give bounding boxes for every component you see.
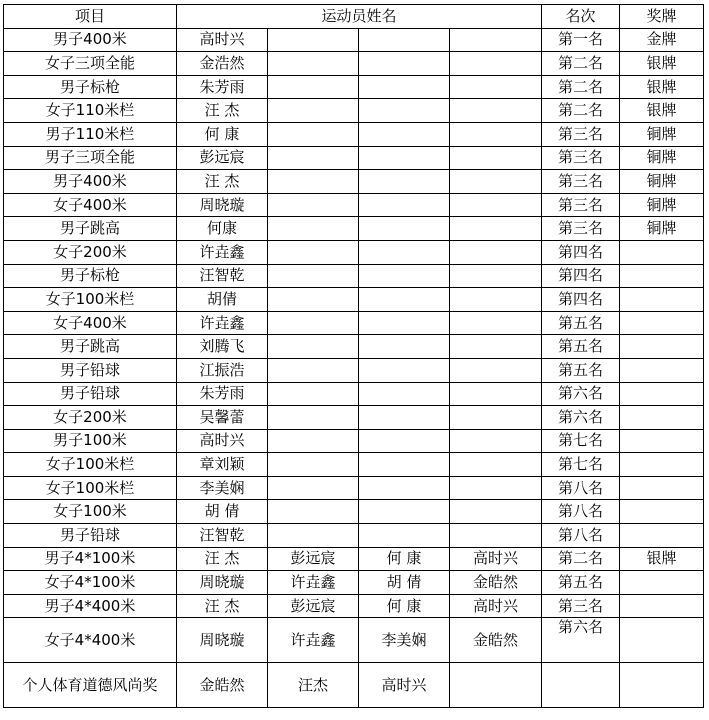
cell-a4 [450,288,542,312]
cell-a3 [359,382,450,406]
cell-a4 [450,122,542,146]
cell-event: 男子三项全能 [4,146,177,170]
cell-medal [620,264,704,288]
cell-rank: 第五名 [542,358,620,382]
cell-a3 [359,28,450,52]
cell-a1: 金皓然 [177,663,268,708]
cell-a4 [450,52,542,76]
cell-a1: 周晓璇 [177,193,268,217]
cell-a4 [450,99,542,123]
cell-a3: 何 康 [359,594,450,618]
cell-a4 [450,453,542,477]
cell-a2 [268,217,359,241]
cell-a1: 江振浩 [177,358,268,382]
cell-medal: 银牌 [620,75,704,99]
cell-a4 [450,358,542,382]
cell-medal [620,500,704,524]
cell-a3 [359,240,450,264]
table-row [4,28,704,52]
cell-a2: 许垚鑫 [268,571,359,595]
cell-event: 男子400米 [4,170,177,194]
cell-event: 女子200米 [4,240,177,264]
header-athletes: 运动员姓名 [177,5,542,29]
cell-a1: 刘腾飞 [177,335,268,359]
cell-a1: 朱芳雨 [177,75,268,99]
table-row [4,264,704,288]
table-row [4,571,704,595]
cell-a2 [268,476,359,500]
cell-rank: 第三名 [542,146,620,170]
cell-medal: 银牌 [620,99,704,123]
cell-a3 [359,524,450,548]
cell-medal [620,524,704,548]
cell-medal [620,240,704,264]
table-row [4,406,704,430]
cell-a4 [450,406,542,430]
cell-a2: 彭远宸 [268,547,359,571]
cell-event: 男子跳高 [4,217,177,241]
cell-rank: 第七名 [542,453,620,477]
cell-a4: 高时兴 [450,594,542,618]
table-row [4,500,704,524]
cell-rank: 第六名 [542,406,620,430]
cell-event: 女子110米栏 [4,99,177,123]
cell-rank: 第七名 [542,429,620,453]
cell-a1: 朱芳雨 [177,382,268,406]
cell-a3 [359,406,450,430]
cell-event: 女子100米栏 [4,288,177,312]
cell-a2 [268,500,359,524]
cell-a2 [268,382,359,406]
cell-a1: 高时兴 [177,429,268,453]
cell-event: 女子4*100米 [4,571,177,595]
cell-event: 男子铅球 [4,524,177,548]
cell-a3 [359,500,450,524]
cell-a2 [268,311,359,335]
cell-a4 [450,524,542,548]
cell-a3 [359,453,450,477]
cell-a3 [359,146,450,170]
table-row [4,594,704,618]
cell-event: 女子4*400米 [4,618,177,663]
cell-a4 [450,476,542,500]
cell-rank: 第六名 [542,618,620,663]
cell-a3: 胡 倩 [359,571,450,595]
cell-a3: 李美娴 [359,618,450,663]
cell-medal [620,288,704,312]
cell-rank: 第三名 [542,193,620,217]
cell-a3: 高时兴 [359,663,450,708]
cell-medal [620,663,704,708]
cell-medal [620,571,704,595]
cell-rank: 第一名 [542,28,620,52]
cell-rank: 第六名 [542,382,620,406]
cell-medal: 铜牌 [620,193,704,217]
cell-a2 [268,146,359,170]
cell-a4 [450,217,542,241]
cell-a4 [450,429,542,453]
cell-a2 [268,99,359,123]
cell-a1: 汪 杰 [177,99,268,123]
cell-a3 [359,122,450,146]
cell-a3 [359,311,450,335]
cell-event: 男子4*400米 [4,594,177,618]
cell-a4 [450,193,542,217]
cell-event: 男子4*100米 [4,547,177,571]
cell-event: 女子100米栏 [4,476,177,500]
cell-rank: 第三名 [542,217,620,241]
table-row [4,476,704,500]
cell-a2 [268,524,359,548]
table-row [4,217,704,241]
cell-medal [620,382,704,406]
cell-a3 [359,75,450,99]
cell-medal [620,358,704,382]
table-row [4,311,704,335]
cell-event: 女子200米 [4,406,177,430]
cell-a4 [450,335,542,359]
results-table [3,4,704,708]
cell-event: 个人体育道德风尚奖 [4,663,177,708]
cell-a2 [268,52,359,76]
table-row [4,240,704,264]
cell-medal [620,594,704,618]
cell-a1: 章刘颖 [177,453,268,477]
cell-rank: 第二名 [542,75,620,99]
table-row [4,193,704,217]
cell-a3 [359,288,450,312]
cell-a1: 汪智乾 [177,264,268,288]
cell-rank: 第五名 [542,311,620,335]
cell-medal: 铜牌 [620,146,704,170]
table-row [4,618,704,663]
cell-a2 [268,335,359,359]
cell-medal [620,453,704,477]
cell-a1: 李美娴 [177,476,268,500]
cell-a4: 高时兴 [450,547,542,571]
cell-a3 [359,193,450,217]
cell-rank: 第二名 [542,52,620,76]
cell-rank: 第三名 [542,594,620,618]
table-row [4,99,704,123]
cell-a4 [450,382,542,406]
cell-a2: 汪杰 [268,663,359,708]
cell-a3 [359,264,450,288]
cell-a1: 汪智乾 [177,524,268,548]
cell-event: 女子100米栏 [4,453,177,477]
cell-medal: 银牌 [620,547,704,571]
cell-medal [620,618,704,663]
cell-a4 [450,264,542,288]
cell-rank: 第二名 [542,99,620,123]
cell-a2 [268,358,359,382]
cell-a2 [268,170,359,194]
cell-rank: 第四名 [542,240,620,264]
cell-a1: 汪 杰 [177,170,268,194]
results-body [4,28,704,708]
cell-event: 男子铅球 [4,358,177,382]
table-row [4,146,704,170]
cell-medal: 铜牌 [620,170,704,194]
header-rank: 名次 [542,5,620,29]
cell-a2 [268,406,359,430]
cell-a2 [268,453,359,477]
cell-a3 [359,429,450,453]
cell-rank: 第八名 [542,500,620,524]
cell-a2: 彭远宸 [268,594,359,618]
cell-a1: 高时兴 [177,28,268,52]
cell-rank: 第八名 [542,476,620,500]
table-row [4,382,704,406]
cell-a4 [450,28,542,52]
cell-rank: 第五名 [542,571,620,595]
cell-a4 [450,170,542,194]
cell-medal: 银牌 [620,52,704,76]
cell-a2 [268,429,359,453]
cell-medal: 铜牌 [620,217,704,241]
cell-event: 男子110米栏 [4,122,177,146]
cell-a1: 许垚鑫 [177,240,268,264]
table-row [4,429,704,453]
cell-a2 [268,28,359,52]
cell-event: 女子400米 [4,193,177,217]
cell-a1: 许垚鑫 [177,311,268,335]
table-row [4,75,704,99]
cell-rank: 第八名 [542,524,620,548]
table-row [4,663,704,708]
cell-event: 男子100米 [4,429,177,453]
cell-event: 男子标枪 [4,75,177,99]
cell-a4 [450,500,542,524]
cell-a1: 周晓璇 [177,571,268,595]
cell-medal: 铜牌 [620,122,704,146]
cell-a2 [268,193,359,217]
cell-event: 男子跳高 [4,335,177,359]
table-row [4,547,704,571]
cell-a3 [359,52,450,76]
cell-a4 [450,663,542,708]
table-row [4,358,704,382]
cell-a1: 胡倩 [177,288,268,312]
table-row [4,52,704,76]
table-row [4,524,704,548]
cell-a4 [450,240,542,264]
cell-a1: 何康 [177,217,268,241]
cell-rank: 第四名 [542,264,620,288]
table-row [4,170,704,194]
cell-a2 [268,122,359,146]
cell-rank: 第二名 [542,547,620,571]
cell-rank: 第三名 [542,122,620,146]
cell-a3 [359,476,450,500]
cell-a1: 汪 杰 [177,547,268,571]
cell-rank: 第三名 [542,170,620,194]
cell-rank: 第四名 [542,288,620,312]
cell-a1: 彭远宸 [177,146,268,170]
cell-event: 男子标枪 [4,264,177,288]
cell-a1: 金浩然 [177,52,268,76]
cell-a3: 何 康 [359,547,450,571]
table-row [4,122,704,146]
cell-a1: 周晓璇 [177,618,268,663]
cell-a3 [359,99,450,123]
cell-event: 女子三项全能 [4,52,177,76]
cell-medal: 金牌 [620,28,704,52]
cell-a4 [450,311,542,335]
cell-a1: 何 康 [177,122,268,146]
cell-rank [542,663,620,708]
cell-medal [620,476,704,500]
cell-event: 男子铅球 [4,382,177,406]
table-row [4,453,704,477]
cell-a3 [359,358,450,382]
cell-medal [620,335,704,359]
cell-a4 [450,75,542,99]
cell-a1: 汪 杰 [177,594,268,618]
cell-medal [620,311,704,335]
header-event: 项目 [4,5,177,29]
cell-a4: 金皓然 [450,571,542,595]
cell-a4: 金皓然 [450,618,542,663]
cell-a2 [268,240,359,264]
cell-a1: 吴馨蕾 [177,406,268,430]
cell-medal [620,406,704,430]
cell-a2 [268,75,359,99]
cell-a2 [268,264,359,288]
cell-a1: 胡 倩 [177,500,268,524]
cell-a3 [359,335,450,359]
cell-a2: 许垚鑫 [268,618,359,663]
cell-a3 [359,217,450,241]
cell-a4 [450,146,542,170]
cell-a2 [268,288,359,312]
header-medal: 奖牌 [620,5,704,29]
cell-medal [620,429,704,453]
cell-a3 [359,170,450,194]
cell-event: 女子100米 [4,500,177,524]
header-row [4,5,704,29]
cell-event: 女子400米 [4,311,177,335]
table-row [4,288,704,312]
cell-event: 男子400米 [4,28,177,52]
cell-rank: 第五名 [542,335,620,359]
table-row [4,335,704,359]
